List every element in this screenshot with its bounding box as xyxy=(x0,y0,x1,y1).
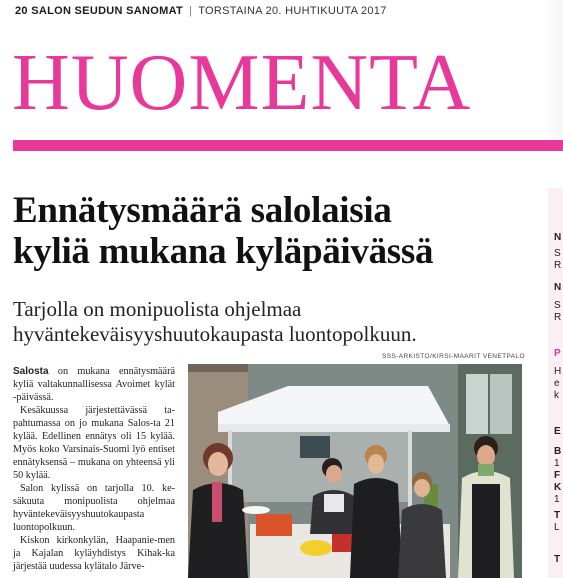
page-edge-shadow xyxy=(543,0,563,140)
body-line: ta 21 kylää. Edellinen ennätys oli 15 xyxy=(13,418,175,442)
sidebar-text: T xyxy=(554,554,561,565)
body-line: hyväntekeväisyyshuutokaupasta xyxy=(13,509,145,520)
section-divider xyxy=(13,140,563,151)
body-line: luontopolkuun. xyxy=(13,522,75,533)
sidebar-text: F xyxy=(554,470,561,481)
article-headline xyxy=(13,190,533,272)
body-paragraph xyxy=(13,404,175,482)
subhead-line: hyväntekeväisyyshuutokaupasta luontopolkuun. xyxy=(13,322,417,346)
subhead-line: Tarjolla on monipuolista ohjelmaa xyxy=(13,297,302,321)
photo-credit: SSS-ARKISTO/KIRSI-MAARIT VENETPALO xyxy=(382,353,525,360)
photo-illustration xyxy=(188,364,522,578)
issue-date: TORSTAINA 20. HUHTIKUUTA 2017 xyxy=(198,5,387,17)
sidebar-text: N xyxy=(554,282,562,293)
sidebar-text: N xyxy=(554,232,562,243)
sidebar-text: P xyxy=(554,348,561,359)
article-body xyxy=(13,365,175,573)
article-photo xyxy=(188,364,522,578)
body-line: on mukana ennätysmäärä xyxy=(48,366,175,377)
sidebar-text: K xyxy=(554,482,562,493)
body-line: kylää. Myös koko Varsinais-Suomi xyxy=(13,431,175,455)
sidebar-text: k xyxy=(554,390,559,401)
body-line: kyliä valtakunnallisessa Avoimet xyxy=(13,379,151,390)
body-line: Kesäkuussa järjestettävässä ta- xyxy=(20,405,175,416)
body-line: men ja Kajalan kyläyhdistys Kihak- xyxy=(13,535,175,559)
body-line: Kiskon kirkonkylän, Haapanie- xyxy=(20,535,158,546)
body-line: ka järjestää uudessa kylätalo Järve- xyxy=(13,548,175,572)
sidebar-text: R xyxy=(554,260,562,271)
body-line: Salon kylissä on tarjolla 10. ke- xyxy=(20,483,175,494)
body-paragraph xyxy=(13,534,175,573)
sidebar-text: 1 xyxy=(554,494,560,505)
newspaper-name: 20 SALON SEUDUN SANOMAT xyxy=(15,5,184,17)
sidebar-text: L xyxy=(554,522,560,533)
headline-line: Ennätysmäärä salolaisia xyxy=(13,190,392,231)
sidebar-text: S xyxy=(554,300,561,311)
sidebar-text: e xyxy=(554,378,560,389)
sidebar-text: R xyxy=(554,312,562,323)
sidebar-column xyxy=(548,188,563,578)
section-title: HUOMENTA xyxy=(12,39,472,127)
body-paragraph xyxy=(13,365,175,404)
sidebar-text: B xyxy=(554,446,562,457)
sidebar-text: E xyxy=(554,426,561,437)
article-subheadline xyxy=(13,297,533,347)
headline-line: kyliä mukana kyläpäivässä xyxy=(13,231,434,272)
body-line: kylät -päivässä. xyxy=(13,379,175,403)
masthead-line xyxy=(15,5,387,17)
sidebar-text: 1 xyxy=(554,458,560,469)
masthead-separator: | xyxy=(189,5,193,17)
sidebar-text: S xyxy=(554,248,561,259)
sidebar-text: H xyxy=(554,366,562,377)
body-line: lyö entiset ennätyksensä – mukana xyxy=(13,444,175,468)
lead-word: Salosta xyxy=(13,366,49,377)
body-line: on yhteensä yli 50 kylää. xyxy=(13,457,175,481)
body-paragraph xyxy=(13,482,175,534)
sidebar-text: T xyxy=(554,510,561,521)
body-line: säkuuta monipuolista ohjelmaa xyxy=(13,496,175,507)
body-line: pahtumassa on jo mukana Salos- xyxy=(13,418,154,429)
